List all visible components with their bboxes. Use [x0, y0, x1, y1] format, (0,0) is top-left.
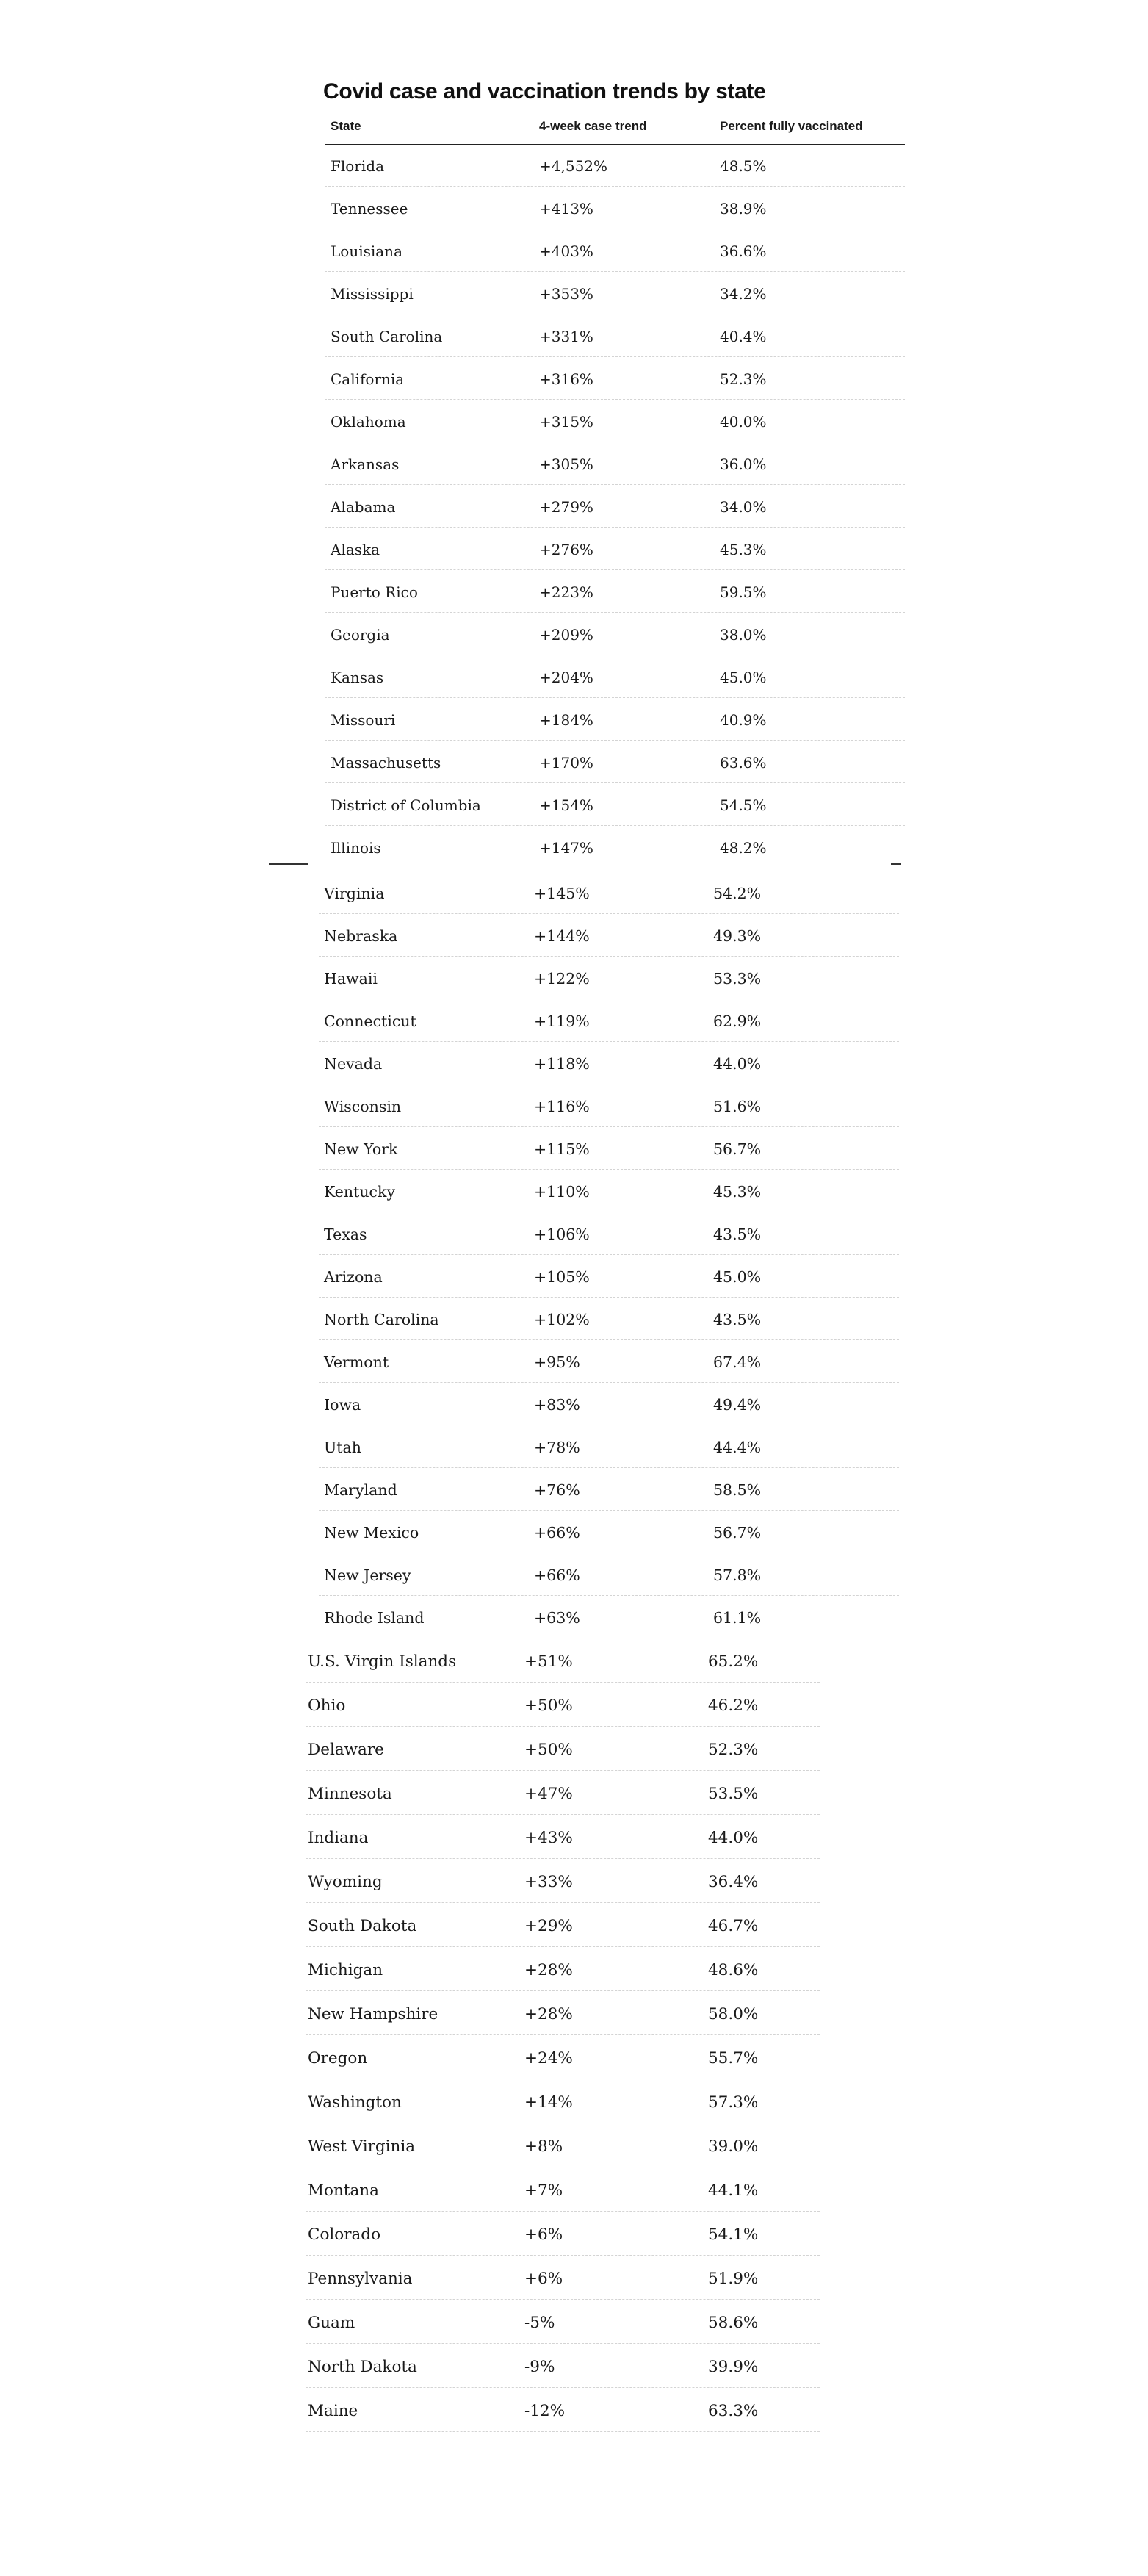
case-trend-cell: +29%: [524, 1917, 573, 1935]
case-trend-cell: +50%: [524, 1697, 573, 1715]
vaccinated-cell: 57.8%: [713, 1566, 762, 1584]
state-cell: Delaware: [308, 1741, 384, 1759]
vaccinated-cell: 49.3%: [713, 927, 762, 945]
case-trend-cell: +8%: [524, 2137, 563, 2156]
case-trend-cell: +116%: [534, 1098, 590, 1115]
state-cell: Georgia: [331, 626, 390, 644]
table-row: [325, 698, 905, 741]
table-row: [319, 999, 899, 1042]
state-cell: Puerto Rico: [331, 583, 418, 601]
vaccinated-cell: 67.4%: [713, 1353, 762, 1371]
case-trend-cell: +144%: [534, 927, 590, 945]
state-cell: Virginia: [324, 885, 385, 902]
vaccinated-cell: 44.0%: [708, 1829, 759, 1847]
vaccinated-cell: 43.5%: [713, 1311, 762, 1328]
table-row: [306, 1859, 820, 1903]
state-cell: Texas: [324, 1226, 367, 1243]
vaccinated-cell: 48.6%: [708, 1961, 759, 1979]
table-row: [325, 741, 905, 783]
state-cell: Florida: [331, 157, 384, 175]
state-cell: North Carolina: [324, 1311, 439, 1328]
vaccinated-cell: 61.1%: [713, 1609, 762, 1627]
case-trend-cell: +115%: [534, 1140, 590, 1158]
vaccinated-cell: 45.0%: [713, 1268, 762, 1286]
case-trend-cell: -5%: [524, 2314, 555, 2332]
case-trend-cell: +47%: [524, 1785, 573, 1803]
state-cell: Iowa: [324, 1396, 361, 1414]
case-trend-cell: -9%: [524, 2358, 555, 2376]
vaccinated-cell: 43.5%: [713, 1226, 762, 1243]
state-cell: West Virginia: [308, 2137, 416, 2156]
table-row: [319, 1298, 899, 1340]
vaccinated-cell: 48.2%: [720, 839, 767, 857]
table-row: [319, 1596, 899, 1638]
state-cell: Vermont: [324, 1353, 389, 1371]
case-trend-cell: +154%: [539, 796, 593, 814]
vaccinated-cell: 58.6%: [708, 2314, 759, 2332]
case-trend-cell: +279%: [539, 498, 593, 516]
vaccinated-cell: 34.2%: [720, 285, 767, 303]
state-cell: Montana: [308, 2181, 379, 2200]
case-trend-cell: +209%: [539, 626, 593, 644]
table-row: [325, 187, 905, 229]
vaccinated-cell: 53.5%: [708, 1785, 759, 1803]
case-trend-cell: +276%: [539, 541, 593, 558]
state-cell: Connecticut: [324, 1012, 416, 1030]
case-trend-cell: +28%: [524, 1961, 573, 1979]
state-cell: Colorado: [308, 2226, 381, 2244]
case-trend-cell: +66%: [534, 1524, 580, 1541]
vaccinated-cell: 58.0%: [708, 2005, 759, 2023]
case-trend-cell: +353%: [539, 285, 593, 303]
vaccinated-cell: 39.0%: [708, 2137, 759, 2156]
state-cell: New Hampshire: [308, 2005, 438, 2023]
table-header: [325, 110, 905, 145]
vaccinated-cell: 44.1%: [708, 2181, 759, 2200]
table-row: [325, 528, 905, 570]
table-row: [306, 1727, 820, 1771]
table-row: [319, 1511, 899, 1553]
case-trend-cell: +6%: [524, 2270, 563, 2288]
vaccinated-cell: 51.9%: [708, 2270, 759, 2288]
state-cell: New Jersey: [324, 1566, 411, 1584]
vaccinated-cell: 52.3%: [720, 370, 767, 388]
state-cell: Alaska: [331, 541, 380, 558]
table-row: [306, 1947, 820, 1991]
state-cell: Kansas: [331, 669, 384, 686]
vaccinated-cell: 56.7%: [713, 1140, 762, 1158]
state-cell: Nevada: [324, 1055, 383, 1073]
state-cell: Nebraska: [324, 927, 398, 945]
table-row: [306, 2256, 820, 2300]
vaccinated-cell: 54.2%: [713, 885, 762, 902]
state-cell: Pennsylvania: [308, 2270, 413, 2288]
table-row: [325, 783, 905, 826]
table-row: [325, 613, 905, 655]
state-cell: Rhode Island: [324, 1609, 425, 1627]
vaccinated-cell: 63.6%: [720, 754, 767, 771]
case-trend-cell: +102%: [534, 1311, 590, 1328]
vaccinated-cell: 52.3%: [708, 1741, 759, 1759]
table-row: [319, 1468, 899, 1511]
table-row: [306, 2300, 820, 2344]
state-cell: South Carolina: [331, 328, 443, 345]
case-trend-cell: +118%: [534, 1055, 590, 1073]
vaccinated-cell: 56.7%: [713, 1524, 762, 1541]
state-cell: Utah: [324, 1439, 361, 1456]
case-trend-cell: +6%: [524, 2226, 563, 2244]
state-cell: Ohio: [308, 1697, 346, 1715]
table-row: [319, 1212, 899, 1255]
table-row: [306, 1638, 820, 1683]
case-trend-cell: +28%: [524, 2005, 573, 2023]
vaccinated-cell: 53.3%: [713, 970, 762, 987]
vaccinated-cell: 44.4%: [713, 1439, 762, 1456]
state-cell: Illinois: [331, 839, 381, 857]
vaccinated-cell: 54.1%: [708, 2226, 759, 2244]
state-cell: Tennessee: [331, 200, 408, 217]
divider-mark-left: [269, 863, 308, 865]
table-row: [325, 485, 905, 528]
page-title: Covid case and vaccination trends by state: [323, 79, 766, 104]
case-trend-cell: +119%: [534, 1012, 590, 1030]
table-row: [306, 2344, 820, 2388]
table-row: [306, 1683, 820, 1727]
case-trend-cell: +43%: [524, 1829, 573, 1847]
vaccinated-cell: 58.5%: [713, 1481, 762, 1499]
state-cell: Wyoming: [308, 1873, 383, 1891]
case-trend-cell: +145%: [534, 885, 590, 902]
vaccinated-cell: 38.0%: [720, 626, 767, 644]
state-cell: Massachusetts: [331, 754, 441, 771]
vaccinated-cell: 44.0%: [713, 1055, 762, 1073]
case-trend-cell: +33%: [524, 1873, 573, 1891]
table-row: [306, 1991, 820, 2035]
table-row: [306, 2123, 820, 2167]
table-row: [306, 1903, 820, 1947]
case-trend-cell: +110%: [534, 1183, 590, 1201]
state-cell: Maryland: [324, 1481, 397, 1499]
table-row: [306, 1771, 820, 1815]
state-cell: Arkansas: [331, 456, 400, 473]
state-cell: South Dakota: [308, 1917, 417, 1935]
table-row: [319, 1170, 899, 1212]
table-row: [319, 1383, 899, 1425]
table-row: [325, 144, 905, 187]
table-row: [325, 570, 905, 613]
vaccinated-cell: 45.3%: [720, 541, 767, 558]
state-cell: District of Columbia: [331, 796, 481, 814]
state-cell: U.S. Virgin Islands: [308, 1652, 457, 1671]
vaccinated-cell: 57.3%: [708, 2093, 759, 2112]
table-row: [306, 2212, 820, 2256]
case-trend-cell: +76%: [534, 1481, 580, 1499]
vaccinated-cell: 40.0%: [720, 413, 767, 431]
state-cell: Maine: [308, 2402, 358, 2420]
table-row: [319, 1084, 899, 1127]
state-cell: Arizona: [324, 1268, 383, 1286]
state-cell: New Mexico: [324, 1524, 419, 1541]
vaccinated-cell: 55.7%: [708, 2049, 759, 2068]
table-row: [319, 914, 899, 957]
vaccinated-cell: 38.9%: [720, 200, 767, 217]
case-trend-cell: +4,552%: [539, 157, 608, 175]
vaccinated-cell: 54.5%: [720, 796, 767, 814]
case-trend-cell: +66%: [534, 1566, 580, 1584]
case-trend-cell: +204%: [539, 669, 593, 686]
state-cell: Guam: [308, 2314, 355, 2332]
state-cell: Wisconsin: [324, 1098, 402, 1115]
case-trend-cell: +50%: [524, 1741, 573, 1759]
vaccinated-cell: 40.4%: [720, 328, 767, 345]
state-cell: Indiana: [308, 1829, 369, 1847]
case-trend-cell: +105%: [534, 1268, 590, 1286]
vaccinated-cell: 51.6%: [713, 1098, 762, 1115]
vaccinated-cell: 36.0%: [720, 456, 767, 473]
vaccinated-cell: 40.9%: [720, 711, 767, 729]
table-row: [306, 2079, 820, 2123]
vaccinated-cell: 59.5%: [720, 583, 767, 601]
state-cell: Louisiana: [331, 242, 402, 260]
vaccinated-cell: 62.9%: [713, 1012, 762, 1030]
table-row: [306, 1815, 820, 1859]
state-cell: Kentucky: [324, 1183, 396, 1201]
vaccinated-cell: 65.2%: [708, 1652, 759, 1671]
case-trend-cell: -12%: [524, 2402, 566, 2420]
table-row: [325, 655, 905, 698]
table-row: [319, 957, 899, 999]
vaccinated-cell: 36.6%: [720, 242, 767, 260]
case-trend-cell: +83%: [534, 1396, 580, 1414]
case-trend-cell: +316%: [539, 370, 593, 388]
table-row: [306, 2388, 820, 2432]
column-header-vaccinated: Percent fully vaccinated: [720, 119, 863, 133]
state-cell: Washington: [308, 2093, 402, 2112]
state-cell: California: [331, 370, 405, 388]
table-row: [325, 272, 905, 314]
vaccinated-cell: 49.4%: [713, 1396, 762, 1414]
case-trend-cell: +122%: [534, 970, 590, 987]
vaccinated-cell: 45.0%: [720, 669, 767, 686]
state-cell: Missouri: [331, 711, 396, 729]
vaccinated-cell: 48.5%: [720, 157, 767, 175]
column-header-state: State: [331, 119, 361, 133]
vaccinated-cell: 45.3%: [713, 1183, 762, 1201]
table-row: [319, 1553, 899, 1596]
table-row: [319, 1255, 899, 1298]
table-row: [325, 229, 905, 272]
case-trend-cell: +51%: [524, 1652, 573, 1671]
case-trend-cell: +106%: [534, 1226, 590, 1243]
vaccinated-cell: 63.3%: [708, 2402, 759, 2420]
vaccinated-cell: 46.2%: [708, 1697, 759, 1715]
case-trend-cell: +14%: [524, 2093, 573, 2112]
state-cell: Mississippi: [331, 285, 414, 303]
case-trend-cell: +315%: [539, 413, 593, 431]
case-trend-cell: +403%: [539, 242, 593, 260]
case-trend-cell: +170%: [539, 754, 593, 771]
state-cell: North Dakota: [308, 2358, 417, 2376]
table-row: [325, 826, 905, 868]
vaccinated-cell: 36.4%: [708, 1873, 759, 1891]
table-row: [325, 357, 905, 400]
table-row: [306, 2035, 820, 2079]
state-cell: Oklahoma: [331, 413, 406, 431]
case-trend-cell: +413%: [539, 200, 593, 217]
vaccinated-cell: 34.0%: [720, 498, 767, 516]
state-cell: Minnesota: [308, 1785, 392, 1803]
table-row: [319, 1425, 899, 1468]
case-trend-cell: +63%: [534, 1609, 580, 1627]
state-cell: Alabama: [331, 498, 396, 516]
vaccinated-cell: 46.7%: [708, 1917, 759, 1935]
state-cell: Michigan: [308, 1961, 383, 1979]
state-cell: Oregon: [308, 2049, 368, 2068]
case-trend-cell: +223%: [539, 583, 593, 601]
table-row: [325, 314, 905, 357]
state-cell: Hawaii: [324, 970, 378, 987]
case-trend-cell: +7%: [524, 2181, 563, 2200]
case-trend-cell: +305%: [539, 456, 593, 473]
case-trend-cell: +184%: [539, 711, 593, 729]
vaccinated-cell: 39.9%: [708, 2358, 759, 2376]
case-trend-cell: +147%: [539, 839, 593, 857]
case-trend-cell: +95%: [534, 1353, 580, 1371]
case-trend-cell: +24%: [524, 2049, 573, 2068]
case-trend-cell: +331%: [539, 328, 593, 345]
table-row: [306, 2167, 820, 2212]
table-row: [319, 1042, 899, 1084]
table-row: [325, 400, 905, 442]
case-trend-cell: +78%: [534, 1439, 580, 1456]
table-row: [325, 442, 905, 485]
state-cell: New York: [324, 1140, 398, 1158]
table-row: [319, 1340, 899, 1383]
table-row: [319, 1127, 899, 1170]
column-header-case-trend: 4-week case trend: [539, 119, 647, 133]
table-row: [319, 871, 899, 914]
